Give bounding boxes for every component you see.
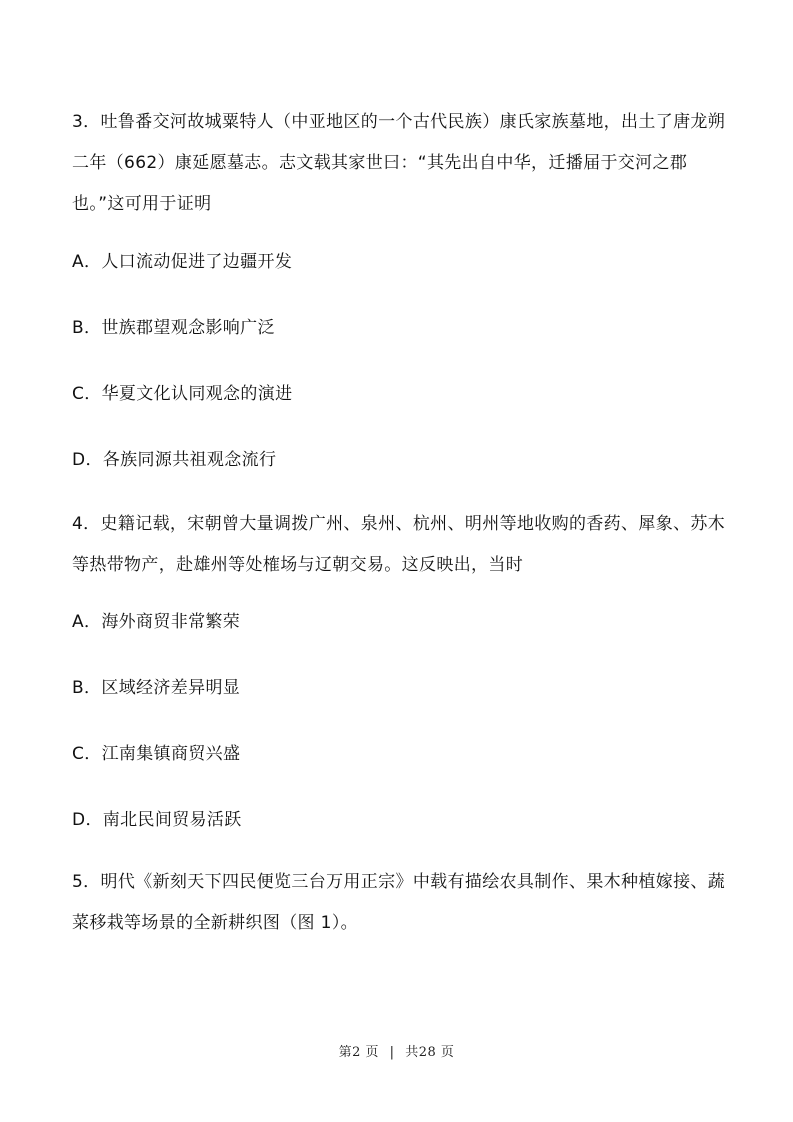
question-stem: 3．吐鲁番交河故城粟特人（中亚地区的一个古代民族）康氏家族墓地，出土了唐龙朔二年（662）康延愿墓志。志文载其家世曰：“其先出自中华，迁播届于交河之郡也。”这可用于证明 bbox=[72, 112, 726, 214]
question-5 bbox=[72, 862, 726, 944]
option-d[interactable]: D．各族同源共祖观念流行 bbox=[72, 450, 277, 470]
option-c[interactable]: C．江南集镇商贸兴盛 bbox=[72, 744, 241, 764]
page-footer bbox=[0, 1041, 793, 1060]
option-b[interactable]: B．区域经济差异明显 bbox=[72, 678, 241, 698]
option-d[interactable]: D．南北民间贸易活跃 bbox=[72, 810, 242, 830]
option-b[interactable]: B．世族郡望观念影响广泛 bbox=[72, 318, 275, 338]
option-c[interactable]: C．华夏文化认同观念的演进 bbox=[72, 384, 293, 404]
question-stem: 4．史籍记载，宋朝曾大量调拨广州、泉州、杭州、明州等地收购的香药、犀象、苏木等热带物产，赴雄州等处榷场与辽朝交易。这反映出，当时 bbox=[72, 514, 726, 575]
option-a[interactable]: A．人口流动促进了边疆开发 bbox=[72, 252, 293, 272]
page-total: 共28 页 bbox=[405, 1045, 455, 1060]
question-stem: 5．明代《新刻天下四民便览三台万用正宗》中载有描绘农具制作、果木种植嫁接、蔬菜移栽等场景的全新耕织图（图 1）。 bbox=[72, 872, 726, 933]
page-number: 第2 页 bbox=[338, 1045, 380, 1060]
footer-separator: | bbox=[389, 1045, 395, 1060]
option-a[interactable]: A．海外商贸非常繁荣 bbox=[72, 612, 241, 632]
question-4 bbox=[72, 504, 726, 831]
page-content bbox=[72, 102, 726, 944]
question-3 bbox=[72, 102, 726, 471]
